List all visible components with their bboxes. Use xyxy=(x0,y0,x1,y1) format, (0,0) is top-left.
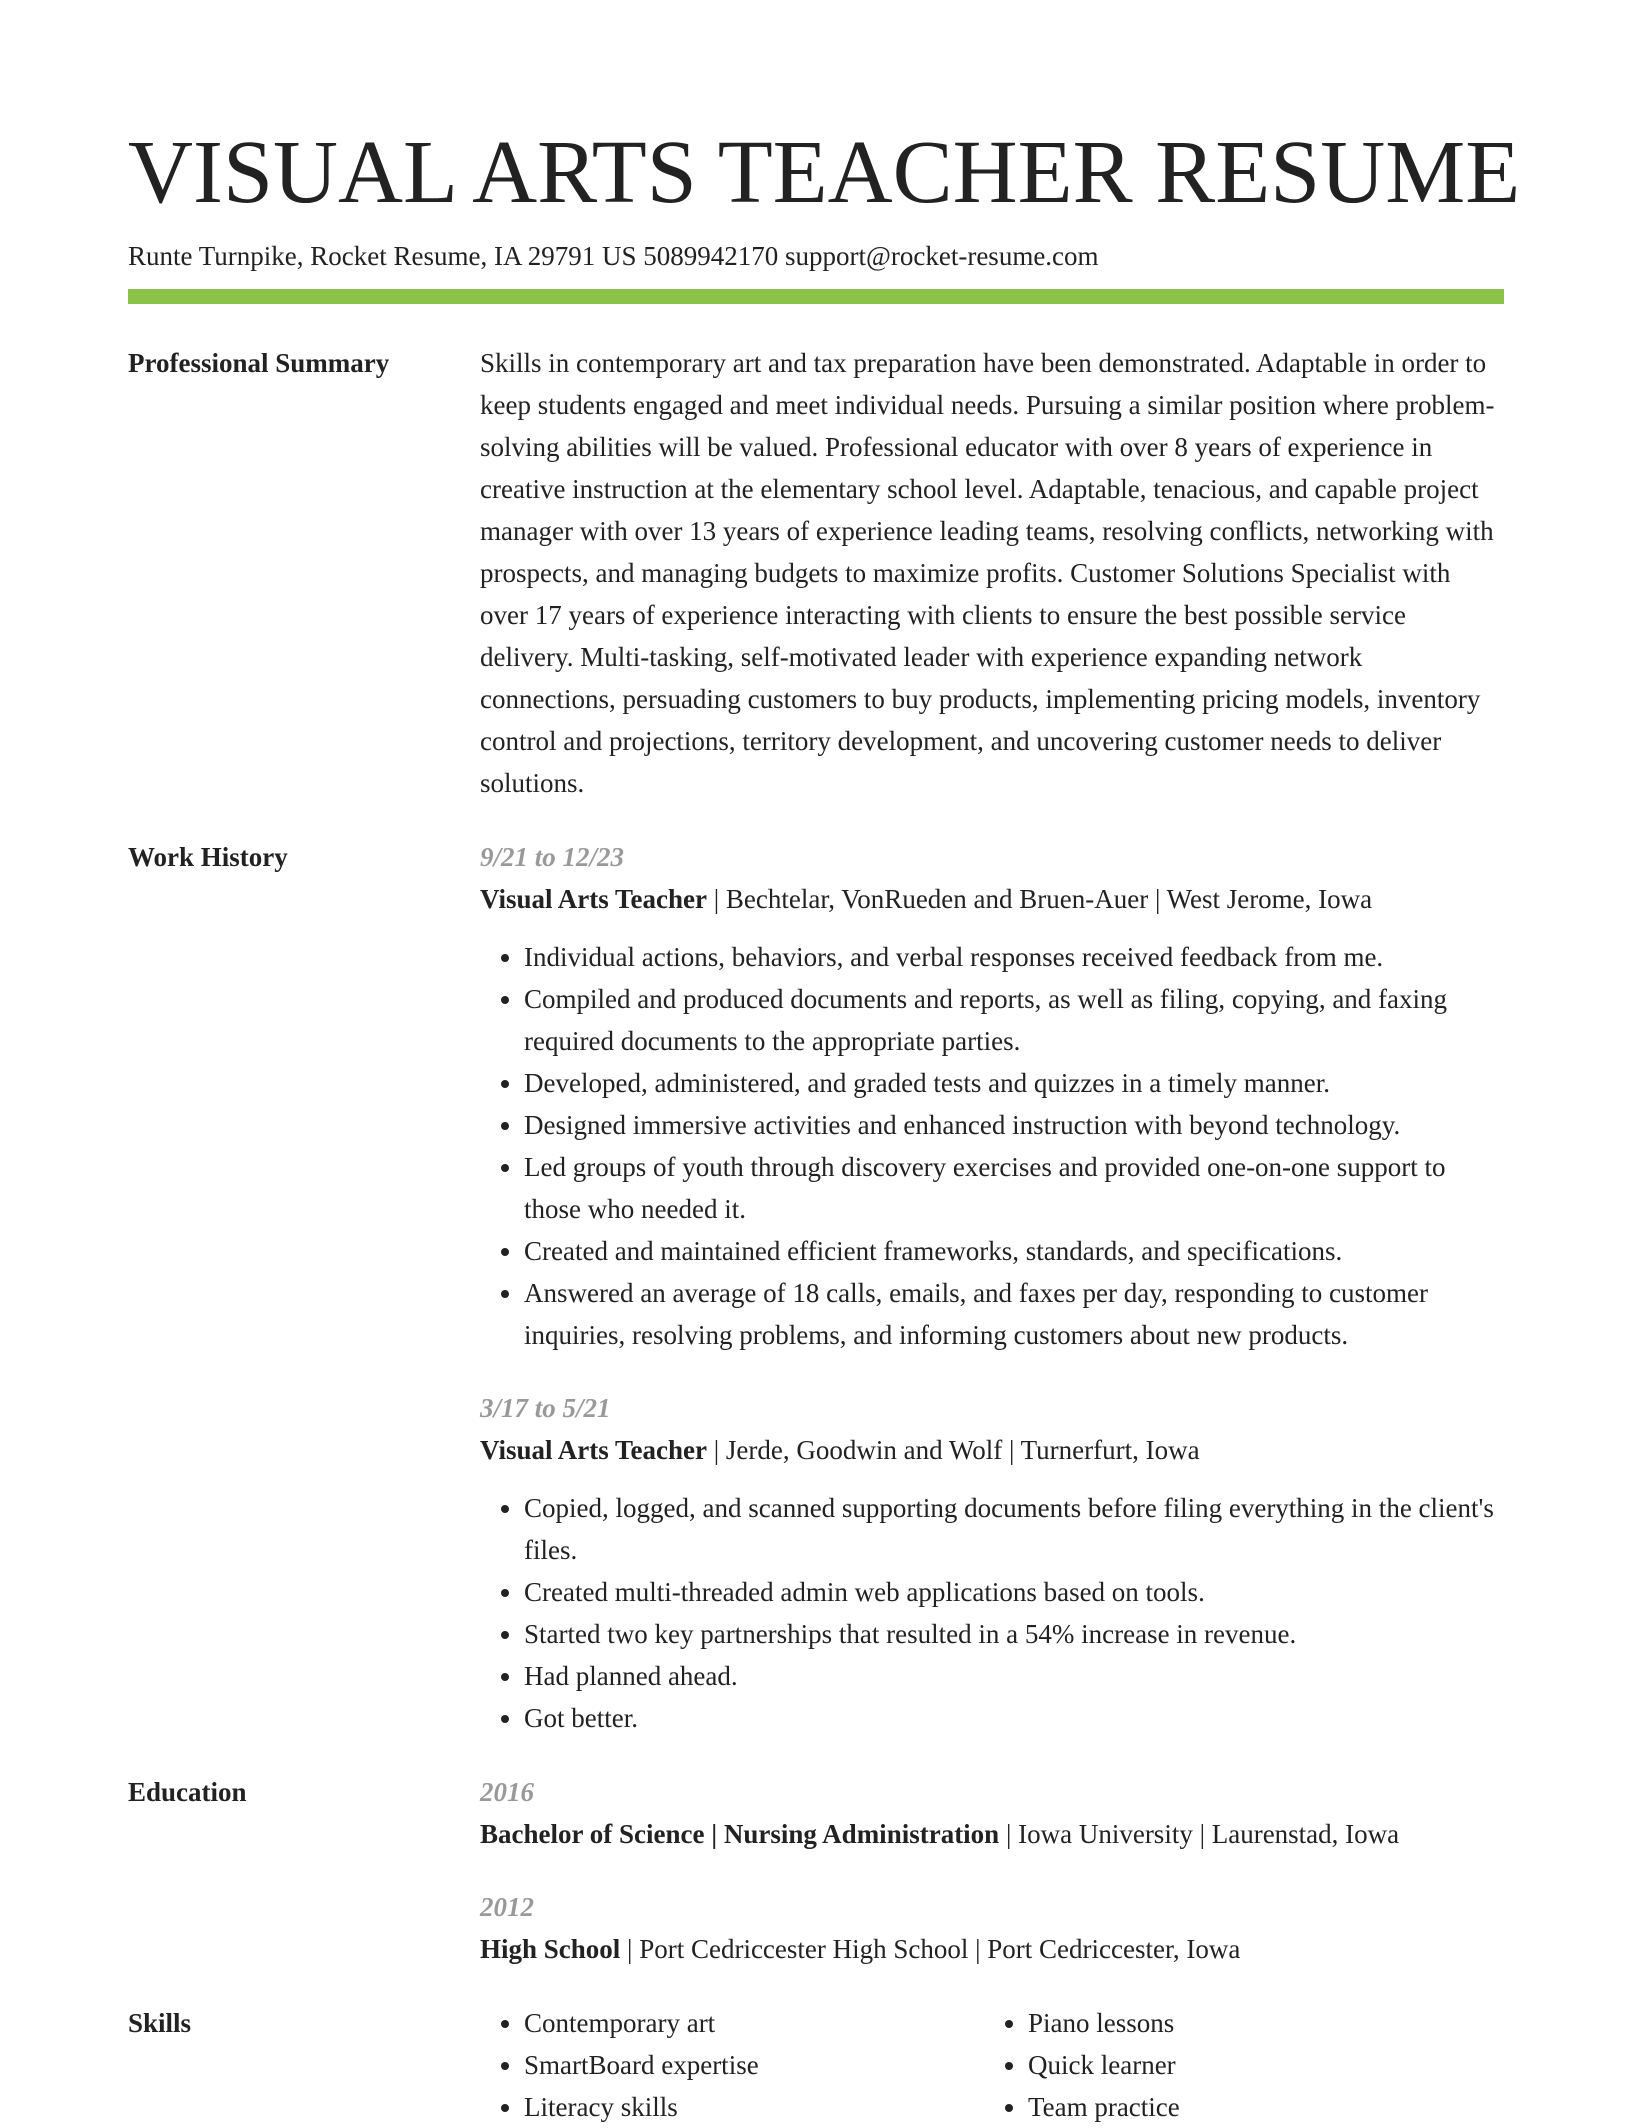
list-item: • Developed, administered, and graded tests and quizzes in a timely manner. xyxy=(524,1062,1504,1104)
education-label: Education xyxy=(128,1777,247,1807)
list-item: • Quick learner xyxy=(1028,2044,1488,2086)
work-label: Work History xyxy=(128,842,288,872)
list-item: • Piano lessons xyxy=(1028,2002,1488,2044)
contact-phone: 5089942170 xyxy=(643,241,779,271)
skills-label: Skills xyxy=(128,2008,192,2038)
job-entry xyxy=(480,836,1504,1356)
resume-title: VISUAL ARTS TEACHER RESUME xyxy=(128,123,1521,222)
job-entry xyxy=(480,1387,1504,1739)
summary-section xyxy=(128,342,1504,804)
list-item: • Designed immersive activities and enhanced instruction with beyond technology. xyxy=(524,1104,1504,1146)
summary-text: Skills in contemporary art and tax preparation have been demonstrated. Adaptable in order to keep students engaged and meet individual needs. Pursuing a similar position where problem-solving abilities will be valued. Professional educator with over 8 years of experience in creative instruction at the elementary school level. Adaptable, tenacious, and capable project manager with over 13 years of experience leading teams, resolving conflicts, networking with prospects, and managing budgets to maximize profits. Customer Solutions Specialist with over 17 years of experience interacting with clients to ensure the best possible service delivery. Multi-tasking, self-motivated leader with experience expanding network connections, persuading customers to buy products, implementing pricing models, inventory control and projections, territory development, and uncovering customer needs to deliver solutions. xyxy=(480,348,1495,798)
education-degree: High School xyxy=(480,1934,621,1964)
list-item: • Copied, logged, and scanned supporting documents before filing everything in the client's files. xyxy=(524,1487,1504,1571)
education-entry xyxy=(480,1886,1504,1970)
education-year: 2016 xyxy=(480,1777,534,1807)
job-bullets xyxy=(480,936,1504,1356)
skills-list-right xyxy=(984,2002,1488,2128)
education-details: | Port Cedriccester High School | Port Cedriccester, Iowa xyxy=(620,1934,1241,1964)
skills-section xyxy=(128,2002,1504,2128)
education-entry xyxy=(480,1771,1504,1855)
education-year: 2012 xyxy=(480,1892,534,1922)
contact-email: support@rocket-resume.com xyxy=(785,241,1099,271)
job-bullets xyxy=(480,1487,1504,1739)
list-item: • Had planned ahead. xyxy=(524,1655,1504,1697)
contact-line xyxy=(128,238,1504,274)
job-heading xyxy=(480,878,1504,920)
list-item: • Literacy skills xyxy=(524,2086,984,2128)
job-title: Visual Arts Teacher xyxy=(480,884,708,914)
education-degree: Bachelor of Science | Nursing Administration xyxy=(480,1819,1000,1849)
job-details: | Bechtelar, VonRueden and Bruen-Auer | West Jerome, Iowa xyxy=(707,884,1373,914)
list-item: • Created multi-threaded admin web applications based on tools. xyxy=(524,1571,1504,1613)
job-dates: 3/17 to 5/21 xyxy=(480,1393,611,1423)
list-item: • Got better. xyxy=(524,1697,1504,1739)
education-heading xyxy=(480,1928,1504,1970)
work-section xyxy=(128,836,1504,1739)
education-details: | Iowa University | Laurenstad, Iowa xyxy=(999,1819,1400,1849)
list-item: • Compiled and produced documents and reports, as well as filing, copying, and faxing required documents to the appropriate parties. xyxy=(524,978,1504,1062)
list-item: • Led groups of youth through discovery exercises and provided one-on-one support to those who needed it. xyxy=(524,1146,1504,1230)
list-item: • Created and maintained efficient frameworks, standards, and specifications. xyxy=(524,1230,1504,1272)
list-item: • Individual actions, behaviors, and verbal responses received feedback from me. xyxy=(524,936,1504,978)
skills-columns xyxy=(480,2002,1504,2128)
header-divider xyxy=(128,289,1504,304)
list-item: • Started two key partnerships that resulted in a 54% increase in revenue. xyxy=(524,1613,1504,1655)
job-dates: 9/21 to 12/23 xyxy=(480,842,625,872)
job-title: Visual Arts Teacher xyxy=(480,1435,708,1465)
education-heading xyxy=(480,1813,1504,1855)
list-item: • Contemporary art xyxy=(524,2002,984,2044)
resume-page xyxy=(128,118,1521,2128)
education-section xyxy=(128,1771,1504,1970)
job-heading xyxy=(480,1429,1504,1471)
summary-label: Professional Summary xyxy=(128,348,390,378)
skills-list-left xyxy=(480,2002,984,2128)
contact-address: Runte Turnpike, Rocket Resume, IA 29791 US xyxy=(128,241,637,271)
list-item: • Answered an average of 18 calls, emails, and faxes per day, responding to customer inquiries, resolving problems, and informing customers about new products. xyxy=(524,1272,1504,1356)
job-details: | Jerde, Goodwin and Wolf | Turnerfurt, Iowa xyxy=(707,1435,1200,1465)
list-item: • Team practice xyxy=(1028,2086,1488,2128)
list-item: • SmartBoard expertise xyxy=(524,2044,984,2086)
